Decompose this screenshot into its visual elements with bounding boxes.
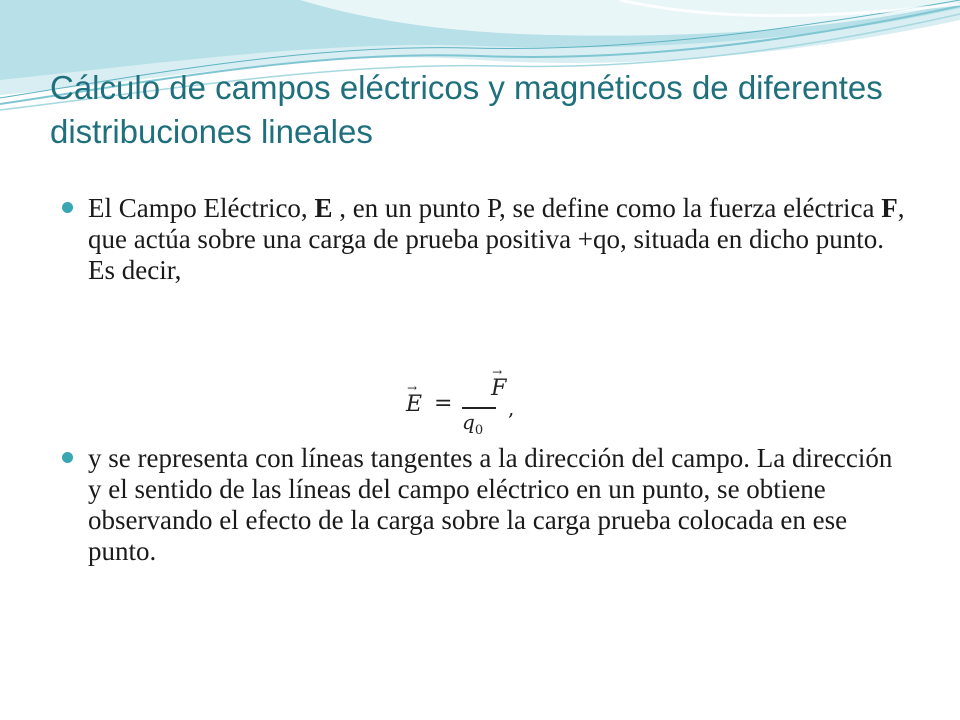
bullet-dot (62, 452, 73, 463)
bullet-definition (62, 193, 912, 286)
electric-field-formula (404, 365, 534, 440)
bullet-representation-text: y se representa con líneas tangentes a la dirección del campo. La dirección y el sentido de las líneas del campo eléctrico en un punto, se obtiene observando el efecto de la carga sobre la carga prueba colocada en ese punto. (88, 443, 893, 566)
formula-lhs: → E (406, 381, 423, 417)
vector-arrow-icon: → (407, 381, 418, 395)
fraction-bar (462, 407, 496, 409)
slide-title: Cálculo de campos eléctricos y magnéticos de diferentes distribuciones lineales (50, 69, 883, 150)
formula-comma: , (508, 396, 515, 420)
field-symbol-E: E (314, 193, 333, 223)
formula-equals: = (434, 391, 453, 416)
formula-denominator: $q_0$ (462, 410, 484, 438)
formula-numerator: → F (491, 365, 507, 401)
bullet-representation (62, 443, 912, 567)
force-symbol-F: F (881, 193, 898, 223)
bullet-dot (62, 202, 73, 213)
vector-arrow-icon: → (492, 365, 503, 379)
bullet-definition-text: El Campo Eléctrico, E , en un punto P, se define como la fuerza eléctrica F, que actúa sobre una carga de prueba positiva +qo, situada en dicho punto. Es decir, (88, 193, 905, 285)
